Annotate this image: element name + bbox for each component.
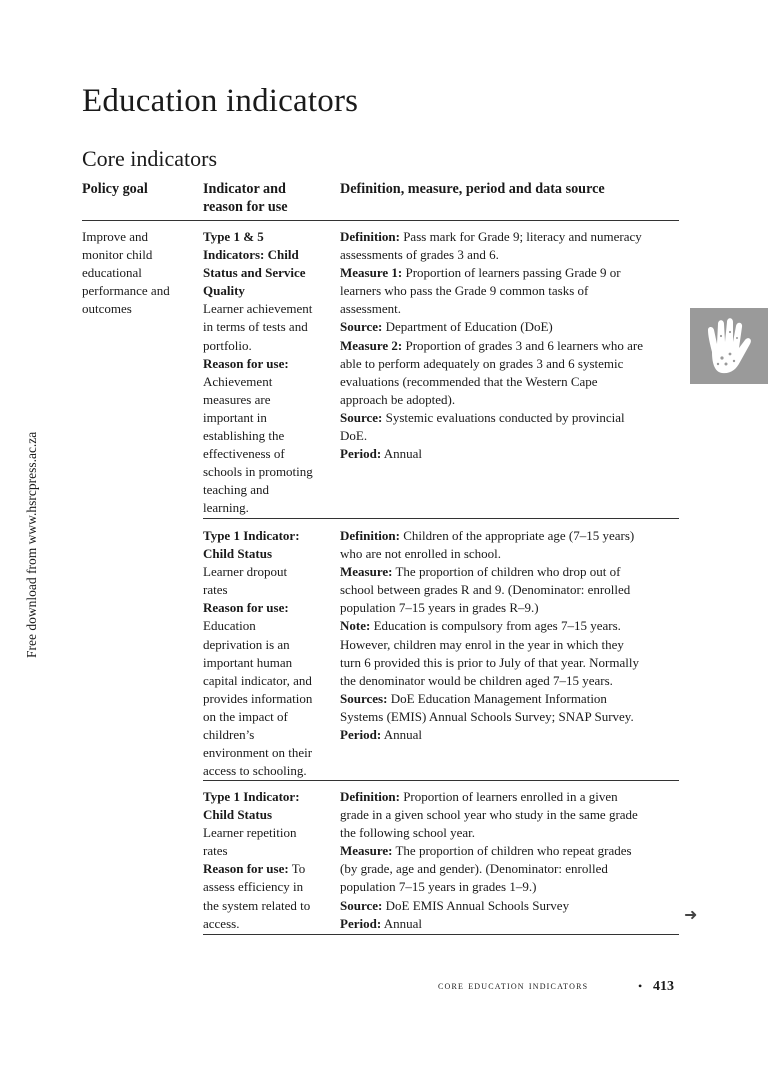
definition-line <box>340 726 639 744</box>
indicator-line <box>203 654 312 672</box>
indicator-line <box>203 409 313 427</box>
definition-line-label: Definition: <box>340 789 400 804</box>
policy-goal-line: Improve and <box>82 229 149 244</box>
definition-line <box>340 337 643 355</box>
definition-cell-row-3 <box>340 788 638 933</box>
indicator-line <box>203 300 313 318</box>
indicator-line <box>203 445 313 463</box>
indicator-line <box>203 355 313 373</box>
indicator-line-text: important human <box>203 654 293 670</box>
column-header-indicator-line-2: reason for use <box>203 198 288 215</box>
definition-line <box>340 318 643 336</box>
indicator-line <box>203 545 312 563</box>
definition-cell-row-1 <box>340 228 643 463</box>
indicator-cell-row-3 <box>203 788 310 933</box>
definition-line-text: the denominator would be children aged 7–15 years. <box>340 672 613 688</box>
definition-line <box>340 373 643 391</box>
footer-separator: • <box>638 979 643 993</box>
definition-line-text: Children of the appropriate age (7–15 years) <box>399 528 635 543</box>
definition-line <box>340 915 638 933</box>
definition-line <box>340 391 643 409</box>
indicator-line <box>203 860 310 878</box>
column-header-policy-goal: Policy goal <box>82 181 148 197</box>
definition-line-text: Pass mark for Grade 9; literacy and numeracy <box>399 229 642 244</box>
indicator-line-text: environment on their <box>203 745 313 761</box>
definition-line-text: able to perform adequately on grades 3 and 6 systemic <box>340 355 624 371</box>
indicator-line-label: Child Status <box>203 807 272 823</box>
definition-line <box>340 806 638 824</box>
definition-line-text: Department of Education (DoE) <box>382 319 553 335</box>
definition-line-text: assessment. <box>340 301 402 317</box>
definition-line <box>340 355 643 373</box>
definition-line <box>340 563 639 581</box>
side-download-note[interactable]: Free download from www.hsrcpress.ac.za <box>24 431 39 658</box>
table-bottom-rule <box>203 934 679 935</box>
indicator-line-text: access to schooling. <box>203 763 307 779</box>
definition-line-text: school between grades R and 9. (Denominator: enrolled <box>340 582 631 598</box>
definition-line-label: Note: <box>340 618 371 634</box>
indicator-line <box>203 878 310 896</box>
definition-line <box>340 264 643 282</box>
definition-line <box>340 788 638 806</box>
indicator-line-label: Reason for use: <box>203 861 289 877</box>
definition-line-text: population 7–15 years in grades R–9.) <box>340 600 539 616</box>
indicator-line-text: provides information <box>203 690 313 706</box>
definition-line-text: turn 6 provided this is prior to July of that year. Normally <box>340 654 639 670</box>
definition-line-text: Annual <box>381 915 422 931</box>
indicator-line <box>203 897 310 915</box>
definition-line-text: DoE. <box>340 428 368 444</box>
definition-line-text: evaluations (recommended that the Western Cape <box>340 373 598 389</box>
indicator-line-text: deprivation is an <box>203 636 290 652</box>
indicator-line <box>203 726 312 744</box>
indicator-line-text: in terms of tests and <box>203 319 308 335</box>
definition-line-text: Systems (EMIS) Annual Schools Survey; SNAP Survey. <box>340 708 634 724</box>
definition-line <box>340 246 643 264</box>
indicator-line-label: Reason for use: <box>203 600 289 616</box>
indicator-line <box>203 762 312 780</box>
indicator-line-text: schools in promoting <box>203 464 313 480</box>
indicator-line <box>203 636 312 654</box>
row-rule <box>203 780 679 781</box>
indicator-line-text: rates <box>203 843 228 859</box>
definition-line-text: Proportion of grades 3 and 6 learners who are <box>402 337 644 353</box>
indicator-line-text: important in <box>203 409 267 425</box>
policy-goal-cell <box>82 228 170 318</box>
definition-line-text: Proportion of learners enrolled in a given <box>399 789 618 804</box>
indicator-line-label: Type 1 Indicator: <box>203 528 300 543</box>
definition-line-text: Systemic evaluations conducted by provincial <box>382 409 625 425</box>
indicator-line-text: Education <box>203 618 256 634</box>
definition-line-label: Definition: <box>340 528 400 543</box>
hand-print-icon <box>700 314 756 380</box>
indicator-line <box>203 617 312 635</box>
indicator-line <box>203 264 313 282</box>
indicator-line <box>203 672 312 690</box>
definition-line <box>340 282 643 300</box>
definition-line <box>340 228 643 246</box>
indicator-line <box>203 499 313 517</box>
definition-line-label: Source: <box>340 319 383 335</box>
column-header-indicator <box>203 181 288 216</box>
indicator-line <box>203 527 312 545</box>
policy-goal-line: monitor child <box>82 247 153 263</box>
definition-line-label: Measure 1: <box>340 265 403 281</box>
definition-line-text: Proportion of learners passing Grade 9 or <box>402 265 621 281</box>
definition-line <box>340 860 638 878</box>
definition-line <box>340 427 643 445</box>
indicator-line-text: Learner dropout <box>203 564 288 580</box>
indicator-line <box>203 282 313 300</box>
indicator-line-text: access. <box>203 915 240 931</box>
indicator-line <box>203 391 313 409</box>
indicator-line-label: Reason for use: <box>203 355 289 371</box>
indicator-line <box>203 246 313 264</box>
column-header-definition: Definition, measure, period and data source <box>340 181 605 197</box>
definition-line-text: assessments of grades 3 and 6. <box>340 247 499 263</box>
indicator-line-text: Learner repetition <box>203 825 297 841</box>
indicator-line-text: Learner achievement <box>203 301 313 317</box>
indicator-line-text: the system related to <box>203 897 311 913</box>
policy-goal-line: performance and <box>82 283 170 299</box>
indicator-line-label: Type 1 Indicator: <box>203 789 300 804</box>
policy-goal-line: educational <box>82 265 142 281</box>
page-number: 413 <box>653 979 674 994</box>
arrow-right-icon[interactable]: ➜ <box>684 905 698 924</box>
definition-line-text: population 7–15 years in grades 1–9.) <box>340 879 537 895</box>
definition-line <box>340 636 639 654</box>
indicator-line <box>203 915 310 933</box>
indicator-line <box>203 373 313 391</box>
definition-line-text: learners who pass the Grade 9 common tasks of <box>340 283 589 299</box>
indicator-line-text: on the impact of <box>203 708 288 724</box>
indicator-line-text: effectiveness of <box>203 446 285 462</box>
indicator-line-label: Indicators: Child <box>203 247 299 263</box>
definition-line-text: DoE EMIS Annual Schools Survey <box>382 897 570 913</box>
indicator-line <box>203 842 310 860</box>
definition-line-label: Sources: <box>340 690 388 706</box>
definition-line <box>340 445 643 463</box>
indicator-line <box>203 599 312 617</box>
indicator-line <box>203 318 313 336</box>
indicator-cell-row-2 <box>203 527 312 780</box>
definition-line-label: Measure 2: <box>340 337 403 353</box>
indicator-line-text: To <box>288 861 306 877</box>
indicator-line-label: Child Status <box>203 546 272 562</box>
indicator-line <box>203 337 313 355</box>
definition-line-text: who are not enrolled in school. <box>340 546 502 562</box>
row-rule <box>203 518 679 519</box>
indicator-line-text: measures are <box>203 391 271 407</box>
definition-line <box>340 617 639 635</box>
indicator-line-text: Achievement <box>203 373 273 389</box>
definition-line-text: However, children may enrol in the year in which they <box>340 636 624 652</box>
definition-line-label: Source: <box>340 897 383 913</box>
indicator-line-label: Quality <box>203 283 245 299</box>
indicator-line <box>203 690 312 708</box>
indicator-line <box>203 744 312 762</box>
definition-line-text: The proportion of children who repeat grades <box>392 843 632 859</box>
header-rule <box>82 220 679 221</box>
definition-line-text: DoE Education Management Information <box>387 690 607 706</box>
indicator-line <box>203 481 313 499</box>
definition-line <box>340 527 639 545</box>
indicator-line <box>203 581 312 599</box>
column-header-indicator-line-1: Indicator and <box>203 181 286 197</box>
running-footer: core education indicators <box>438 980 589 992</box>
indicator-line-text: teaching and <box>203 482 270 498</box>
indicator-line <box>203 806 310 824</box>
chapter-thumb-tab <box>690 308 768 384</box>
indicator-line <box>203 708 312 726</box>
definition-cell-row-2 <box>340 527 639 744</box>
definition-line <box>340 842 638 860</box>
definition-line-text: Annual <box>381 446 422 462</box>
indicator-line <box>203 228 313 246</box>
definition-line-label: Period: <box>340 446 382 462</box>
indicator-line-text: capital indicator, and <box>203 672 312 688</box>
definition-line <box>340 897 638 915</box>
definition-line <box>340 300 643 318</box>
definition-line <box>340 690 639 708</box>
definition-line-label: Definition: <box>340 229 400 244</box>
definition-line <box>340 654 639 672</box>
definition-line <box>340 581 639 599</box>
definition-line-text: the following school year. <box>340 825 476 841</box>
indicator-line <box>203 563 312 581</box>
definition-line-label: Period: <box>340 727 382 743</box>
definition-line-label: Period: <box>340 915 382 931</box>
indicator-line-text: learning. <box>203 500 249 516</box>
indicator-line <box>203 427 313 445</box>
definition-line-label: Measure: <box>340 564 393 580</box>
page-title: Education indicators <box>82 83 359 119</box>
indicator-line <box>203 788 310 806</box>
definition-line-text: grade in a given school year who study in the same grade <box>340 807 638 823</box>
indicator-line-text: children’s <box>203 727 255 743</box>
definition-line <box>340 878 638 896</box>
definition-line-text: (by grade, age and gender). (Denominator: enrolled <box>340 861 608 877</box>
definition-line-text: Annual <box>381 727 422 743</box>
definition-line-text: approach be adopted). <box>340 391 456 407</box>
definition-line-text: Education is compulsory from ages 7–15 years. <box>370 618 621 634</box>
indicator-line <box>203 824 310 842</box>
indicator-line-label: Type 1 & 5 <box>203 229 264 244</box>
definition-line <box>340 545 639 563</box>
definition-line <box>340 599 639 617</box>
definition-line-label: Source: <box>340 409 383 425</box>
definition-line-label: Measure: <box>340 843 393 859</box>
definition-line <box>340 409 643 427</box>
indicator-line <box>203 463 313 481</box>
definition-line <box>340 672 639 690</box>
definition-line-text: The proportion of children who drop out of <box>392 564 621 580</box>
definition-line <box>340 824 638 842</box>
indicator-line-text: establishing the <box>203 428 285 444</box>
indicator-line-text: assess efficiency in <box>203 879 304 895</box>
definition-line <box>340 708 639 726</box>
section-title: Core indicators <box>82 146 218 171</box>
indicator-line-text: portfolio. <box>203 337 252 353</box>
indicator-cell-row-1 <box>203 228 313 518</box>
indicator-line-text: rates <box>203 582 228 598</box>
policy-goal-line: outcomes <box>82 301 132 317</box>
indicator-line-label: Status and Service <box>203 265 306 281</box>
